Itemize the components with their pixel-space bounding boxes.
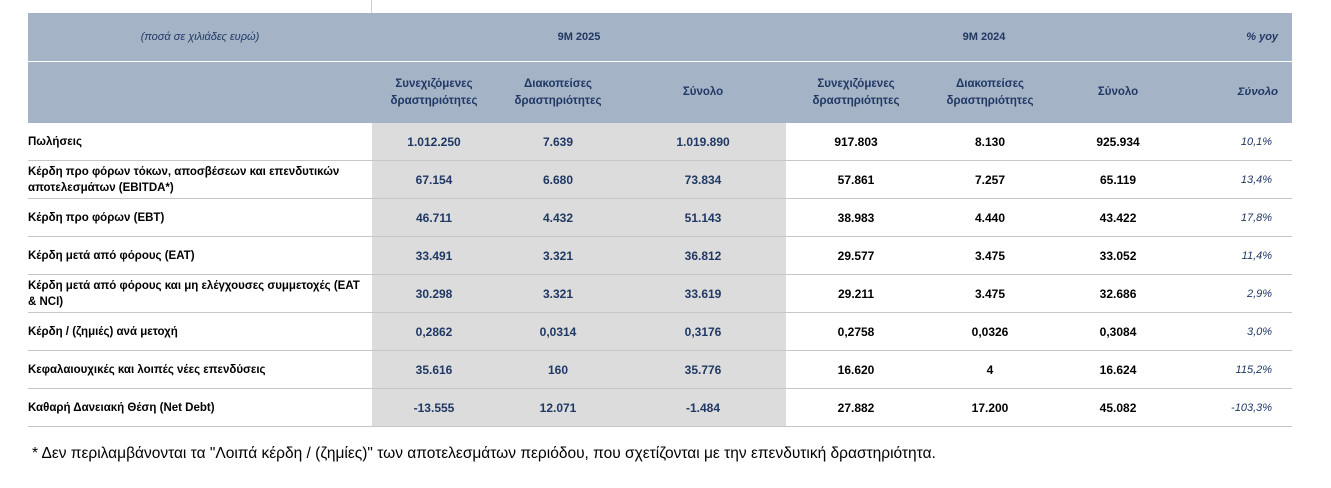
cell-total-2025: 73.834 xyxy=(620,161,786,199)
cell-total-2025: 51.143 xyxy=(620,199,786,237)
cell-discontinued-2024: 0,0326 xyxy=(926,313,1054,351)
table-row xyxy=(28,161,1292,199)
table-row xyxy=(28,313,1292,351)
table-row xyxy=(28,389,1292,427)
yoy-header: % yoy xyxy=(1182,13,1292,62)
table-row xyxy=(28,351,1292,389)
cell-discontinued-2025: 3.321 xyxy=(496,237,620,275)
cell-discontinued-2025: 0,0314 xyxy=(496,313,620,351)
cell-yoy-change: 10,1% xyxy=(1182,123,1292,161)
cell-discontinued-2024: 7.257 xyxy=(926,161,1054,199)
header-blank-cell xyxy=(28,62,372,124)
cell-total-2025: 36.812 xyxy=(620,237,786,275)
period-2025-header: 9M 2025 xyxy=(372,13,786,62)
col-header-total-2024: Σύνολο xyxy=(1054,62,1182,124)
cell-continuing-2024: 57.861 xyxy=(786,161,926,199)
cell-total-2024: 16.624 xyxy=(1054,351,1182,389)
cell-total-2024: 43.422 xyxy=(1054,199,1182,237)
cell-continuing-2025: 35.616 xyxy=(372,351,496,389)
row-label: Κέρδη μετά από φόρους (EAT) xyxy=(28,237,372,275)
financial-results-table-container xyxy=(28,13,1292,427)
cell-total-2025: 33.619 xyxy=(620,275,786,313)
cell-continuing-2025: 33.491 xyxy=(372,237,496,275)
cell-continuing-2024: 29.211 xyxy=(786,275,926,313)
cell-continuing-2025: 1.012.250 xyxy=(372,123,496,161)
cell-total-2024: 925.934 xyxy=(1054,123,1182,161)
cell-discontinued-2025: 7.639 xyxy=(496,123,620,161)
cell-total-2025: -1.484 xyxy=(620,389,786,427)
period-2024-header: 9M 2024 xyxy=(786,13,1182,62)
cell-discontinued-2024: 8.130 xyxy=(926,123,1054,161)
row-label: Καθαρή Δανειακή Θέση (Net Debt) xyxy=(28,389,372,427)
table-row xyxy=(28,123,1292,161)
row-label: Κεφαλαιουχικές και λοιπές νέες επενδύσεις xyxy=(28,351,372,389)
table-row xyxy=(28,199,1292,237)
cell-total-2024: 32.686 xyxy=(1054,275,1182,313)
cell-discontinued-2025: 160 xyxy=(496,351,620,389)
cell-discontinued-2024: 4 xyxy=(926,351,1054,389)
row-label: Κέρδη προ φόρων (EBT) xyxy=(28,199,372,237)
cell-total-2024: 45.082 xyxy=(1054,389,1182,427)
cell-total-2025: 0,3176 xyxy=(620,313,786,351)
financial-results-table xyxy=(28,13,1292,427)
cell-yoy-change: 3,0% xyxy=(1182,313,1292,351)
col-header-discontinued-2025: Διακοπείσες δραστηριότητες xyxy=(496,62,620,124)
header-row-columns xyxy=(28,62,1292,124)
cell-discontinued-2025: 12.071 xyxy=(496,389,620,427)
cell-continuing-2024: 0,2758 xyxy=(786,313,926,351)
cell-discontinued-2025: 3.321 xyxy=(496,275,620,313)
col-header-discontinued-2024: Διακοπείσες δραστηριότητες xyxy=(926,62,1054,124)
row-label: Κέρδη μετά από φόρους και μη ελέγχουσες συμμετοχές (EAT & NCI) xyxy=(28,275,372,313)
cell-discontinued-2025: 6.680 xyxy=(496,161,620,199)
footnote: * Δεν περιλαμβάνονται τα "Λοιπά κέρδη / (ζημίες)" των αποτελεσμάτων περιόδου, που σχετίζονται με την επενδυτική δραστηριότητα. xyxy=(32,445,936,462)
cell-continuing-2025: -13.555 xyxy=(372,389,496,427)
cell-total-2024: 33.052 xyxy=(1054,237,1182,275)
cell-continuing-2024: 38.983 xyxy=(786,199,926,237)
cell-yoy-change: 13,4% xyxy=(1182,161,1292,199)
row-label: Κέρδη προ φόρων τόκων, αποσβέσεων και επενδυτικών αποτελεσμάτων (EBITDA*) xyxy=(28,161,372,199)
unit-label: (ποσά σε χιλιάδες ευρώ) xyxy=(28,13,372,62)
cell-continuing-2024: 29.577 xyxy=(786,237,926,275)
cell-discontinued-2025: 4.432 xyxy=(496,199,620,237)
cell-total-2024: 0,3084 xyxy=(1054,313,1182,351)
col-header-continuing-2025: Συνεχιζόμενες δραστηριότητες xyxy=(372,62,496,124)
cell-continuing-2025: 67.154 xyxy=(372,161,496,199)
cell-continuing-2024: 27.882 xyxy=(786,389,926,427)
cell-discontinued-2024: 3.475 xyxy=(926,275,1054,313)
cell-yoy-change: 17,8% xyxy=(1182,199,1292,237)
col-header-continuing-2024: Συνεχιζόμενες δραστηριότητες xyxy=(786,62,926,124)
row-label: Κέρδη / (ζημιές) ανά μετοχή xyxy=(28,313,372,351)
cell-discontinued-2024: 17.200 xyxy=(926,389,1054,427)
cell-continuing-2025: 30.298 xyxy=(372,275,496,313)
col-header-yoy-total: Σύνολο xyxy=(1182,62,1292,124)
top-divider-line xyxy=(371,0,372,13)
cell-continuing-2024: 16.620 xyxy=(786,351,926,389)
cell-discontinued-2024: 3.475 xyxy=(926,237,1054,275)
cell-total-2025: 1.019.890 xyxy=(620,123,786,161)
table-row xyxy=(28,275,1292,313)
cell-discontinued-2024: 4.440 xyxy=(926,199,1054,237)
cell-continuing-2025: 0,2862 xyxy=(372,313,496,351)
cell-continuing-2025: 46.711 xyxy=(372,199,496,237)
table-row xyxy=(28,237,1292,275)
cell-yoy-change: 2,9% xyxy=(1182,275,1292,313)
col-header-total-2025: Σύνολο xyxy=(620,62,786,124)
header-row-periods xyxy=(28,13,1292,62)
cell-yoy-change: 11,4% xyxy=(1182,237,1292,275)
cell-total-2024: 65.119 xyxy=(1054,161,1182,199)
row-label: Πωλήσεις xyxy=(28,123,372,161)
cell-total-2025: 35.776 xyxy=(620,351,786,389)
cell-yoy-change: -103,3% xyxy=(1182,389,1292,427)
cell-yoy-change: 115,2% xyxy=(1182,351,1292,389)
cell-continuing-2024: 917.803 xyxy=(786,123,926,161)
